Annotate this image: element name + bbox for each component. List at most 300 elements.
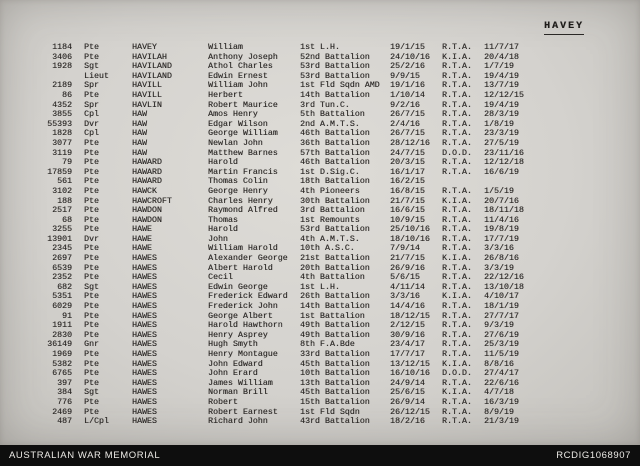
cell-enlistment-date: 7/9/14 [390, 244, 420, 254]
cell-fate: R.T.A. [442, 62, 472, 72]
cell-rank: Pte [84, 225, 99, 235]
cell-fate: R.T.A. [442, 167, 472, 177]
table-row [36, 369, 596, 379]
cell-given-names: Robert Maurice [208, 100, 278, 110]
cell-fate: R.T.A. [442, 215, 472, 225]
cell-enlistment-date: 10/9/15 [390, 215, 425, 225]
cell-enlistment-date: 4/11/14 [390, 282, 425, 292]
cell-service-number: 3255 [52, 225, 72, 235]
cell-rank: Pte [84, 43, 99, 52]
cell-enlistment-date: 19/1/15 [390, 43, 425, 52]
cell-rank: Spr [84, 81, 99, 91]
cell-given-names: Cecil [208, 273, 233, 283]
cell-fate-date: 13/10/18 [484, 282, 524, 292]
cell-rank: Pte [84, 330, 99, 340]
cell-unit: 3rd Battalion [300, 206, 365, 216]
cell-surname: HAWARD [132, 167, 162, 177]
cell-given-names: Harold [208, 158, 238, 168]
cell-fate-date: 19/4/19 [484, 100, 519, 110]
cell-enlistment-date: 21/7/15 [390, 196, 425, 206]
table-row [36, 312, 596, 322]
cell-surname: HAWES [132, 311, 157, 321]
table-row [36, 129, 596, 139]
cell-fate-date: 9/3/19 [484, 321, 514, 331]
cell-fate-date: 19/8/19 [484, 225, 519, 235]
cell-surname: HAWES [132, 263, 157, 273]
cell-unit: 18th Battalion [300, 177, 370, 187]
cell-unit: 5th Battalion [300, 110, 365, 120]
cell-surname: HAWES [132, 388, 157, 398]
table-row [36, 350, 596, 360]
cell-rank: Dvr [84, 234, 99, 244]
cell-rank: Pte [84, 177, 99, 187]
cell-given-names: Henry Montague [208, 350, 278, 359]
cell-rank: Pte [84, 321, 99, 331]
cell-surname: HAWCK [132, 186, 157, 196]
cell-service-number: 2830 [52, 330, 72, 340]
cell-service-number: 79 [62, 158, 72, 168]
cell-given-names: Thomas [208, 215, 238, 225]
cell-rank: Cpl [84, 110, 99, 120]
cell-enlistment-date: 16/1/17 [390, 167, 425, 177]
cell-surname: HAWARD [132, 158, 162, 168]
cell-fate-date: 4/10/17 [484, 292, 519, 302]
cell-surname: HAW [132, 119, 147, 129]
cell-rank: Pte [84, 244, 99, 254]
table-row [36, 53, 596, 63]
footer-bar [0, 445, 640, 466]
records-table [36, 43, 596, 427]
cell-service-number: 13901 [47, 234, 72, 244]
cell-fate-date: 4/7/18 [484, 388, 514, 398]
cell-given-names: Harold Hawthorn [208, 321, 283, 331]
cell-surname: HAWES [132, 330, 157, 340]
cell-given-names: John Erard [208, 369, 258, 379]
cell-unit: 57th Battalion [300, 148, 370, 158]
cell-service-number: 6765 [52, 369, 72, 379]
cell-fate-date: 27/4/17 [484, 369, 519, 379]
cell-enlistment-date: 20/3/15 [390, 158, 425, 168]
table-row [36, 321, 596, 331]
cell-rank: Pte [84, 397, 99, 407]
cell-enlistment-date: 21/7/15 [390, 254, 425, 264]
cell-rank: Pte [84, 407, 99, 417]
cell-rank: Pte [84, 52, 99, 62]
cell-given-names: Martin Francis [208, 167, 278, 177]
cell-rank: Pte [84, 148, 99, 158]
cell-fate: R.T.A. [442, 340, 472, 350]
cell-surname: HAWES [132, 254, 157, 264]
cell-enlistment-date: 18/10/16 [390, 234, 430, 244]
cell-fate: K.I.A. [442, 359, 472, 369]
cell-rank: Pte [84, 273, 99, 283]
cell-surname: HAVILL [132, 81, 162, 91]
cell-enlistment-date: 25/2/16 [390, 62, 425, 72]
cell-given-names: Robert [208, 397, 238, 407]
cell-service-number: 91 [62, 311, 72, 321]
cell-fate: R.T.A. [442, 330, 472, 340]
cell-unit: 1st Fld Sqdn AMD [300, 81, 380, 91]
cell-unit: 30th Battalion [300, 196, 370, 206]
cell-surname: HAWES [132, 302, 157, 312]
cell-surname: HAWES [132, 292, 157, 302]
cell-unit: 4th A.M.T.S. [300, 234, 360, 244]
cell-surname: HAWE [132, 244, 152, 254]
cell-enlistment-date: 24/7/15 [390, 148, 425, 158]
cell-enlistment-date: 24/9/14 [390, 378, 425, 388]
cell-fate-date: 8/9/19 [484, 407, 514, 417]
table-row [36, 43, 596, 53]
cell-service-number: 55393 [47, 119, 72, 129]
cell-surname: HAWDON [132, 206, 162, 216]
cell-unit: 4th Pioneers [300, 186, 360, 196]
cell-fate-date: 11/7/17 [484, 43, 519, 52]
cell-given-names: William Harold [208, 244, 278, 254]
cell-rank: Spr [84, 100, 99, 110]
cell-fate-date: 20/7/16 [484, 196, 519, 206]
cell-rank: Pte [84, 254, 99, 264]
cell-given-names: Richard John [208, 417, 268, 427]
table-row [36, 149, 596, 159]
cell-service-number: 776 [57, 397, 72, 407]
cell-fate-date: 12/12/15 [484, 90, 524, 100]
cell-given-names: Harold [208, 225, 238, 235]
cell-surname: HAWES [132, 369, 157, 379]
cell-enlistment-date: 26/7/15 [390, 110, 425, 120]
cell-fate: R.T.A. [442, 225, 472, 235]
cell-surname: HAWES [132, 407, 157, 417]
cell-service-number: 86 [62, 90, 72, 100]
cell-fate: R.T.A. [442, 234, 472, 244]
cell-fate: R.T.A. [442, 407, 472, 417]
cell-unit: 1st L.H. [300, 43, 340, 52]
cell-enlistment-date: 14/4/16 [390, 302, 425, 312]
cell-given-names: Matthew Barnes [208, 148, 278, 158]
cell-given-names: William [208, 43, 243, 52]
cell-unit: 10th Battalion [300, 369, 370, 379]
cell-enlistment-date: 28/12/16 [390, 138, 430, 148]
cell-fate-date: 13/7/19 [484, 81, 519, 91]
cell-unit: 1st Fld Sqdn [300, 407, 360, 417]
table-row [36, 197, 596, 207]
cell-service-number: 561 [57, 177, 72, 187]
cell-fate: R.T.A. [442, 417, 472, 427]
cell-unit: 1st D.Sig.C. [300, 167, 360, 177]
cell-fate: K.I.A. [442, 292, 472, 302]
cell-unit: 1st Battalion [300, 311, 365, 321]
cell-surname: HAWE [132, 225, 152, 235]
cell-surname: HAVILL [132, 90, 162, 100]
cell-unit: 45th Battalion [300, 359, 370, 369]
cell-unit: 49th Battalion [300, 330, 370, 340]
cell-unit: 49th Battalion [300, 321, 370, 331]
cell-unit: 45th Battalion [300, 388, 370, 398]
cell-rank: Pte [84, 90, 99, 100]
cell-given-names: Frederick John [208, 302, 278, 312]
cell-fate: R.T.A. [442, 273, 472, 283]
cell-rank: Pte [84, 158, 99, 168]
cell-service-number: 188 [57, 196, 72, 206]
cell-enlistment-date: 18/12/15 [390, 311, 430, 321]
cell-unit: 2nd A.M.T.S. [300, 119, 360, 129]
cell-rank: Cpl [84, 129, 99, 139]
cell-given-names: Robert Earnest [208, 407, 278, 417]
cell-surname: HAWES [132, 397, 157, 407]
table-row [36, 81, 596, 91]
cell-service-number: 397 [57, 378, 72, 388]
table-row [36, 72, 596, 82]
cell-fate: R.T.A. [442, 321, 472, 331]
cell-service-number: 3102 [52, 186, 72, 196]
table-row [36, 398, 596, 408]
table-row [36, 264, 596, 274]
cell-fate-date: 11/5/19 [484, 350, 519, 359]
cell-rank: Pte [84, 378, 99, 388]
cell-service-number: 487 [57, 417, 72, 427]
cell-rank: Sgt [84, 388, 99, 398]
cell-given-names: Athol Charles [208, 62, 273, 72]
cell-rank: Pte [84, 302, 99, 312]
cell-fate: R.T.A. [442, 282, 472, 292]
cell-unit: 53rd Battalion [300, 71, 370, 81]
cell-service-number: 1969 [52, 350, 72, 359]
table-row [36, 177, 596, 187]
cell-fate-date: 21/3/19 [484, 417, 519, 427]
cell-service-number: 3077 [52, 138, 72, 148]
cell-unit: 8th F.A.Bde [300, 340, 355, 350]
cell-rank: Pte [84, 311, 99, 321]
cell-enlistment-date: 2/12/15 [390, 321, 425, 331]
cell-rank: Pte [84, 292, 99, 302]
cell-fate-date: 23/11/16 [484, 148, 524, 158]
cell-given-names: George Henry [208, 186, 268, 196]
cell-rank: Lieut [84, 71, 109, 81]
cell-unit: 15th Battalion [300, 397, 370, 407]
table-row [36, 168, 596, 178]
cell-fate-date: 3/3/19 [484, 263, 514, 273]
cell-unit: 46th Battalion [300, 129, 370, 139]
cell-fate: R.T.A. [442, 129, 472, 139]
table-row [36, 292, 596, 302]
cell-unit: 43rd Battalion [300, 417, 370, 427]
reference-number: RCDIG1068907 [556, 450, 631, 461]
cell-rank: Gnr [84, 340, 99, 350]
cell-surname: HAW [132, 138, 147, 148]
cell-fate: K.I.A. [442, 388, 472, 398]
cell-given-names: Edgar Wilson [208, 119, 268, 129]
cell-given-names: Newlan John [208, 138, 263, 148]
cell-fate-date: 19/4/19 [484, 71, 519, 81]
table-row [36, 139, 596, 149]
cell-rank: Pte [84, 263, 99, 273]
cell-service-number: 5382 [52, 359, 72, 369]
cell-fate-date: 8/8/16 [484, 359, 514, 369]
cell-fate-date: 22/12/16 [484, 273, 524, 283]
cell-surname: HAVILAH [132, 52, 167, 62]
cell-unit: 10th A.S.C. [300, 244, 355, 254]
cell-fate-date: 26/8/16 [484, 254, 519, 264]
cell-service-number: 384 [57, 388, 72, 398]
cell-enlistment-date: 24/10/16 [390, 52, 430, 62]
cell-given-names: Thomas Colin [208, 177, 268, 187]
cell-fate: R.T.A. [442, 43, 472, 52]
cell-unit: 26th Battalion [300, 292, 370, 302]
cell-surname: HAVILAND [132, 62, 172, 72]
cell-rank: Pte [84, 167, 99, 177]
cell-service-number: 2517 [52, 206, 72, 216]
cell-fate: R.T.A. [442, 158, 472, 168]
cell-service-number: 6539 [52, 263, 72, 273]
cell-service-number: 17859 [47, 167, 72, 177]
cell-service-number: 1184 [52, 43, 72, 52]
cell-enlistment-date: 26/9/14 [390, 397, 425, 407]
table-row [36, 283, 596, 293]
cell-fate: K.I.A. [442, 52, 472, 62]
cell-fate: R.T.A. [442, 119, 472, 129]
cell-fate-date: 28/3/19 [484, 110, 519, 120]
cell-service-number: 2189 [52, 81, 72, 91]
cell-given-names: James William [208, 378, 273, 388]
cell-fate: R.T.A. [442, 186, 472, 196]
cell-surname: HAWES [132, 282, 157, 292]
cell-given-names: Albert Harold [208, 263, 273, 273]
cell-unit: 4th Battalion [300, 273, 365, 283]
cell-enlistment-date: 13/12/15 [390, 359, 430, 369]
cell-surname: HAWES [132, 321, 157, 331]
cell-unit: 1st Remounts [300, 215, 360, 225]
cell-fate: K.I.A. [442, 254, 472, 264]
cell-fate: K.I.A. [442, 196, 472, 206]
cell-fate: R.T.A. [442, 100, 472, 110]
cell-fate-date: 17/7/19 [484, 234, 519, 244]
cell-enlistment-date: 16/2/15 [390, 177, 425, 187]
cell-given-names: Edwin George [208, 282, 268, 292]
cell-given-names: George William [208, 129, 278, 139]
cell-fate-date: 27/7/17 [484, 311, 519, 321]
cell-unit: 33rd Battalion [300, 350, 370, 359]
table-row [36, 110, 596, 120]
cell-enlistment-date: 26/7/15 [390, 129, 425, 139]
cell-given-names: William John [208, 81, 268, 91]
cell-surname: HAWDON [132, 215, 162, 225]
cell-enlistment-date: 3/3/16 [390, 292, 420, 302]
cell-fate: R.T.A. [442, 244, 472, 254]
cell-unit: 1st L.H. [300, 282, 340, 292]
cell-surname: HAW [132, 148, 147, 158]
cell-unit: 21st Battalion [300, 254, 370, 264]
source-label: AUSTRALIAN WAR MEMORIAL [9, 450, 161, 461]
cell-surname: HAWCROFT [132, 196, 172, 206]
table-row [36, 331, 596, 341]
cell-enlistment-date: 26/9/16 [390, 263, 425, 273]
records-body [36, 43, 596, 427]
cell-given-names: Hugh Smyth [208, 340, 258, 350]
cell-surname: HAWES [132, 340, 157, 350]
cell-service-number: 6029 [52, 302, 72, 312]
table-row [36, 244, 596, 254]
cell-rank: Pte [84, 215, 99, 225]
cell-unit: 53rd Battalion [300, 225, 370, 235]
cell-fate: R.T.A. [442, 110, 472, 120]
table-row [36, 417, 596, 427]
cell-service-number: 3119 [52, 148, 72, 158]
cell-fate-date: 11/4/16 [484, 215, 519, 225]
cell-service-number: 68 [62, 215, 72, 225]
table-row [36, 216, 596, 226]
cell-given-names: Raymond Alfred [208, 206, 278, 216]
table-row [36, 360, 596, 370]
cell-surname: HAWES [132, 417, 157, 427]
cell-rank: Sgt [84, 62, 99, 72]
cell-given-names: Alexander George [208, 254, 288, 264]
cell-unit: 36th Battalion [300, 138, 370, 148]
cell-fate: R.T.A. [442, 206, 472, 216]
cell-enlistment-date: 9/2/16 [390, 100, 420, 110]
cell-enlistment-date: 2/4/16 [390, 119, 420, 129]
cell-given-names: Frederick Edward [208, 292, 288, 302]
cell-surname: HAVILAND [132, 71, 172, 81]
table-row [36, 187, 596, 197]
cell-fate-date: 22/6/16 [484, 378, 519, 388]
cell-fate: R.T.A. [442, 397, 472, 407]
cell-unit: 53rd Battalion [300, 62, 370, 72]
cell-given-names: Amos Henry [208, 110, 258, 120]
cell-fate-date: 1/8/19 [484, 119, 514, 129]
cell-fate-date: 27/6/19 [484, 330, 519, 340]
cell-fate-date: 16/6/19 [484, 167, 519, 177]
table-row [36, 408, 596, 418]
cell-surname: HAWARD [132, 177, 162, 187]
cell-enlistment-date: 18/2/16 [390, 417, 425, 427]
cell-rank: Pte [84, 138, 99, 148]
cell-fate: R.T.A. [442, 81, 472, 91]
cell-fate-date: 27/5/19 [484, 138, 519, 148]
cell-fate-date: 1/5/19 [484, 186, 514, 196]
cell-fate: R.T.A. [442, 302, 472, 312]
cell-fate: R.T.A. [442, 378, 472, 388]
cell-service-number: 5351 [52, 292, 72, 302]
cell-rank: Pte [84, 359, 99, 369]
cell-fate: R.T.A. [442, 90, 472, 100]
cell-surname: HAW [132, 110, 147, 120]
cell-rank: Dvr [84, 119, 99, 129]
cell-surname: HAWES [132, 359, 157, 369]
cell-rank: Pte [84, 369, 99, 379]
cell-fate: R.T.A. [442, 350, 472, 359]
cell-fate-date: 20/4/18 [484, 52, 519, 62]
table-row [36, 158, 596, 168]
cell-service-number: 2469 [52, 407, 72, 417]
cell-unit: 20th Battalion [300, 263, 370, 273]
cell-enlistment-date: 5/6/15 [390, 273, 420, 283]
cell-rank: Pte [84, 350, 99, 359]
cell-given-names: Henry Asprey [208, 330, 268, 340]
cell-given-names: George Albert [208, 311, 273, 321]
cell-fate-date: 3/3/16 [484, 244, 514, 254]
cell-enlistment-date: 17/7/17 [390, 350, 425, 359]
cell-service-number: 2345 [52, 244, 72, 254]
cell-fate-date: 18/11/18 [484, 206, 524, 216]
table-row [36, 388, 596, 398]
table-row [36, 254, 596, 264]
cell-rank: L/Cpl [84, 417, 109, 427]
cell-enlistment-date: 30/9/16 [390, 330, 425, 340]
cell-fate: R.T.A. [442, 263, 472, 273]
cell-rank: Pte [84, 196, 99, 206]
cell-service-number: 3855 [52, 110, 72, 120]
table-row [36, 379, 596, 389]
cell-fate-date: 25/3/19 [484, 340, 519, 350]
